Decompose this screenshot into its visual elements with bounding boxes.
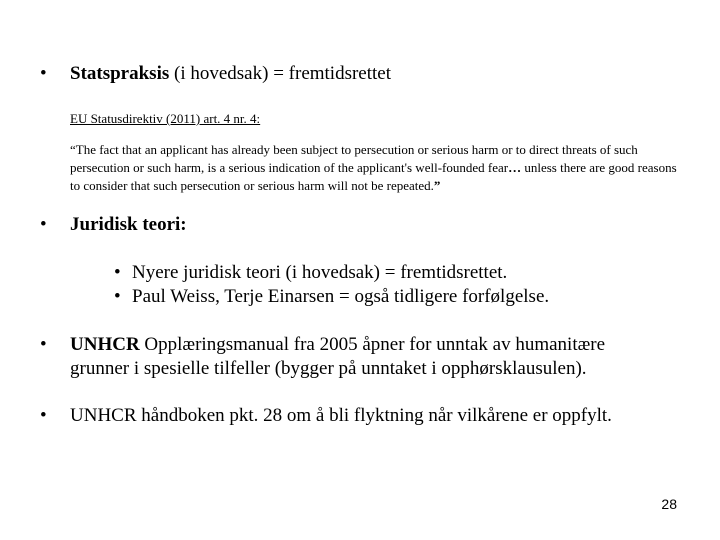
bullet-1: • [40,63,47,84]
sub-item-2: Paul Weiss, Terje Einarsen = også tidligere forfølgelse. [132,286,550,307]
quote-tail: unless there are good reasons to consider that such persecution or serious harm will not be repeated. [70,160,677,193]
statspraksis-term: Statspraksis [70,63,170,84]
quote-ellipsis: … [508,160,522,175]
statspraksis-rest: (i hovedsak) = fremtidsrettet [169,63,392,84]
unhcr-manual-rest: Opplæringsmanual fra 2005 åpner for unntak av humanitære [139,334,606,355]
unhcr-handbook-item: UNHCR håndboken pkt. 28 om å bli flyktning når vilkårene er oppfylt. [70,405,612,426]
item-statspraksis [70,62,391,86]
unhcr-manual-line2: grunner i spesielle tilfeller (bygger på unntaket i opphørsklausulen). [70,358,587,379]
bullet-3: • [40,334,47,355]
quote-close: ” [433,178,441,193]
bullet-2: • [40,214,47,235]
sub-bullet-1: • [114,262,121,283]
sub-bullet-2: • [114,286,121,307]
juridisk-teori-title: Juridisk teori: [70,214,187,235]
unhcr-manual-line1 [70,333,605,357]
quote-body: “The fact that an applicant has already been subject to persecution or serious harm or to direct threats of such persecution or such harm, is a serious indication of the applicant's well-founded fear [70,142,638,175]
directive-quote [70,141,690,195]
sub-item-1: Nyere juridisk teori (i hovedsak) = fremtidsrettet. [132,262,508,283]
page-number: 28 [661,496,677,512]
eu-directive-reference: EU Statusdirektiv (2011) art. 4 nr. 4: [70,111,261,126]
unhcr-bold: UNHCR [70,334,140,355]
bullet-4: • [40,405,47,426]
